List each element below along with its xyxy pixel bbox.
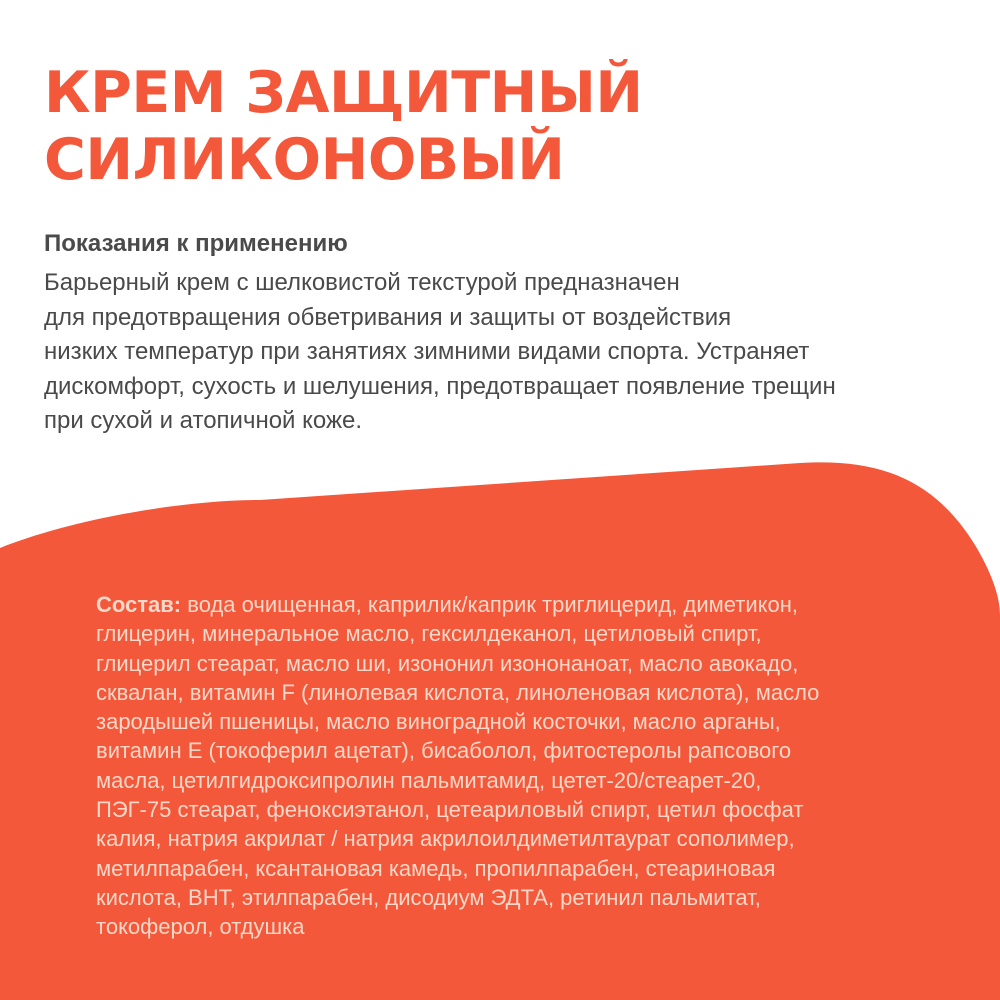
indications-section	[44, 228, 974, 439]
indications-line: Барьерный крем с шелковистой текстурой предназначен	[44, 269, 680, 296]
composition-line: сквалан, витамин F (линолевая кислота, линоленовая кислота), масло	[96, 679, 820, 705]
indications-line: при сухой и атопичной коже.	[44, 407, 363, 434]
composition-line: масла, цетилгидроксипролин пальмитамид, цетет-20/стеарет-20,	[96, 767, 762, 793]
product-title-line-2: СИЛИКОНОВЫЙ	[44, 127, 565, 193]
composition-line: зародышей пшеницы, масло виноградной косточки, масло арганы,	[96, 709, 781, 735]
composition-line: кислота, ВНТ, этилпарабен, дисодиум ЭДТА, ретинил пальмитат,	[96, 884, 761, 910]
indications-line: низких температур при занятиях зимними видами спорта. Устраняет	[44, 338, 810, 365]
composition-line: глицерин, минеральное масло, гексилдеканол, цетиловый спирт,	[96, 621, 762, 647]
composition-line: метилпарабен, ксантановая камедь, пропилпарабен, стеариновая	[96, 855, 776, 881]
composition-line: токоферол, отдушка	[96, 914, 305, 940]
product-title	[44, 60, 643, 194]
indications-line: для предотвращения обветривания и защиты от воздействия	[44, 303, 732, 331]
indications-text	[44, 266, 974, 439]
composition-line: ПЭГ-75 стеарат, феноксиэтанол, цетеариловый спирт, цетил фосфат	[96, 797, 804, 823]
composition-section	[96, 590, 976, 942]
composition-line: калия, натрия акрилат / натрия акрилоилдиметилтаурат сополимер,	[96, 826, 795, 852]
composition-line: глицерил стеарат, масло ши, изононил изононаноат, масло авокадо,	[96, 650, 799, 676]
composition-line: витамин Е (токоферил ацетат), бисаболол, фитостеролы рапсового	[96, 738, 792, 764]
composition-line-text: вода очищенная, каприлик/каприк триглицерид, диметикон,	[181, 592, 798, 617]
indications-heading: Показания к применению	[44, 230, 348, 257]
indications-line: дискомфорт, сухость и шелушения, предотвращает появление трещин	[44, 372, 836, 400]
product-title-line-1: КРЕМ ЗАЩИТНЫЙ	[44, 60, 643, 126]
composition-line	[96, 590, 976, 619]
composition-label: Состав:	[96, 592, 182, 617]
